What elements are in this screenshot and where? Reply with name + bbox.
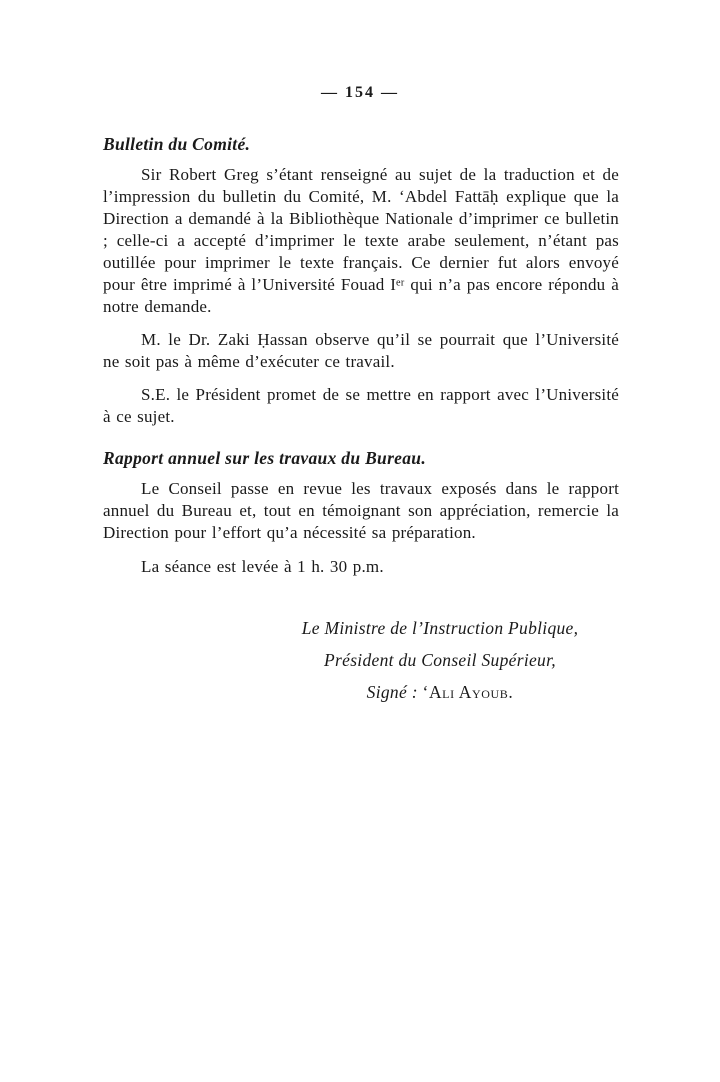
paragraph-seance-levee: La séance est levée à 1 h. 30 p.m. (141, 557, 384, 576)
paragraph-zaki-hassan-observation: M. le Dr. Zaki Ḥassan observe qu’il se pourrait que l’Université ne soit pas à même d’exécuter ce travail. (103, 330, 619, 371)
paragraph-traduction-bulletin: Sir Robert Greg s’étant renseigné au sujet de la traduction et de l’impression du bulletin du Comité, M. ‘Abdel Fattāḥ explique que la Direction a demandé à la Bibliothèque Nationale d’imprimer ce bulletin ; celle-ci a accepté d’imprimer le texte arabe seulement, n’étant pas outillée pour imprimer le texte français. Ce dernier fut alors envoyé pour être imprimé à l’Université Fouad Iᵉʳ qui n’a pas encore répondu à notre demande. (103, 165, 619, 316)
signature-signed-label: Signé : (366, 682, 423, 702)
paragraph-president-promet: S.E. le Président promet de se mettre en rapport avec l’Université à ce sujet. (103, 385, 619, 426)
signature-block (230, 612, 650, 708)
signature-signed-name: ‘Ali Ayoub. (422, 682, 514, 702)
page-number: — 154 — (321, 84, 399, 101)
paragraph-conseil-revue-travaux: Le Conseil passe en revue les travaux exposés dans le rapport annuel du Bureau et, tout en témoignant son appréciation, remercie la Direction pour l’effort qu’a nécessité sa préparation. (103, 479, 619, 542)
signature-title-president: Président du Conseil Supérieur, (324, 650, 556, 670)
section-heading-rapport-annuel: Rapport annuel sur les travaux du Bureau. (103, 448, 427, 468)
signature-signed-line (230, 676, 650, 708)
signature-title-ministre: Le Ministre de l’Instruction Publique, (301, 618, 579, 638)
section-heading-bulletin-du-comite: Bulletin du Comité. (103, 134, 251, 154)
page-content (103, 134, 619, 708)
